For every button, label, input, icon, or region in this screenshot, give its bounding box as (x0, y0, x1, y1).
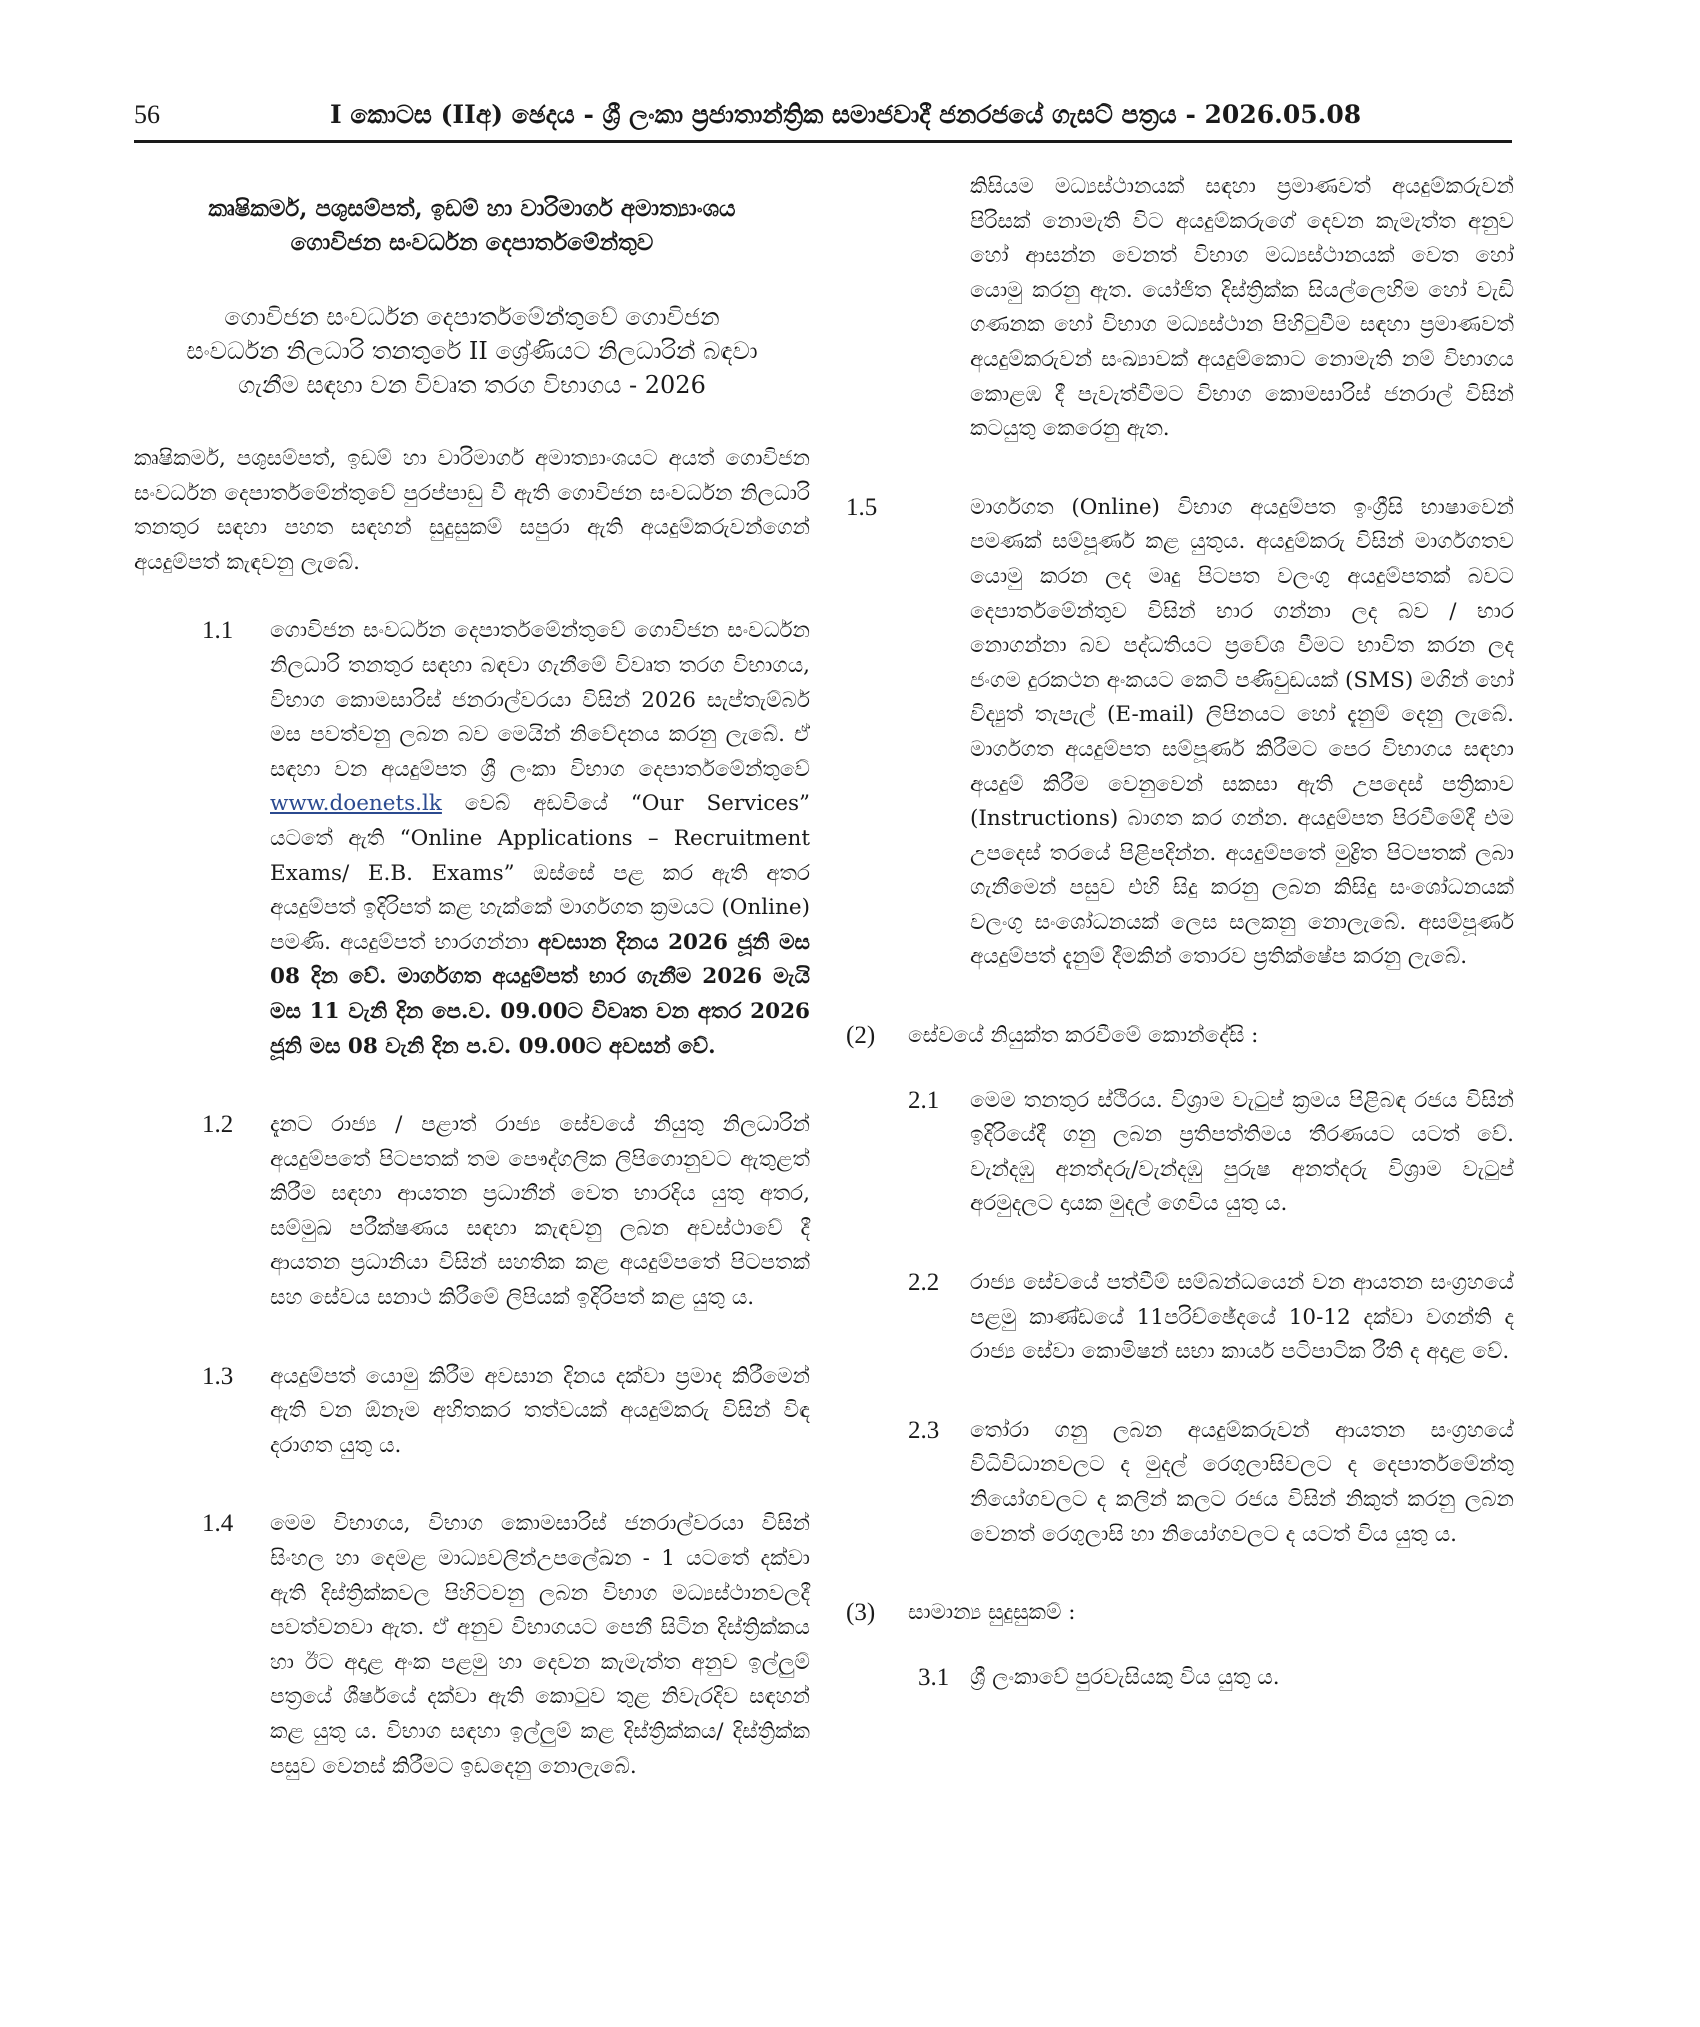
clause-text: මෙම තනතුර ස්ථිරය. විශ්‍රාම වැටුප් ක්‍රමය පිළිබඳ රජය විසින් ඉදිරියේදී ගනු ලබන ප්‍රතිපත්තිමය තීරණයට යටත් වේ. වැන්දඹු අනත්දරු/වැන්දඹු පුරුෂ අනත්දරු විශ්‍රාම වැටුප් අරමුදලට දායක මුදල් ගෙවිය යුතු ය. (970, 1087, 1514, 1217)
clause-number: 2.1 (908, 1086, 940, 1114)
clause-number: 2.2 (908, 1269, 940, 1297)
clause-text: දැනට රාජ්‍ය / පළාත් රාජ්‍ය සේවයේ නියුතු නිලධාරින් අයදුම්පතේ පිටපතක් තම පෞද්ගලික ලිපිගොනුවට ඇතුළත් කිරීම සඳහා ආයතන ප්‍රධානීන් වෙත භාරදිය යුතු අතර, සම්මුඛ පරීක්ෂණය සඳහා කැඳවනු ලබන අවස්ථාවේ දී ආයතන ප්‍රධානියා විසින් සහතික කළ අයදුම්පතේ පිටපතක් සහ සේවය සනාථ කිරීමේ ලිපියක් ඉදිරිපත් කළ යුතු ය. (270, 1112, 810, 1311)
section-number: (3) (846, 1599, 876, 1627)
clause-2-2 (908, 1266, 1514, 1370)
clause-text: රාජ්‍ය සේවයේ පත්වීම් සම්බන්ධයෙන් වන ආයතන සංග්‍රහයේ පළමු කාණ්ඩයේ 11පරිච්ඡේදයේ 10-12 දක්වා වගන්ති ද රාජ්‍ය සේවා කොමිෂන් සභා කාර්ය පටිපාටික රීති ද අදාළ වේ. (970, 1270, 1514, 1365)
clause-number: 1.5 (846, 493, 878, 521)
closing-date-notice: අවසාන දිනය 2026 ජූනි මස 08 දින වේ. මාර්ගගත අයදුම්පත් භාර ගැනීම 2026 මැයි මස 11 වැනි දින පෙ.ව. 09.00ට විවෘත වන අතර 2026 ජූනි මස 08 වැනි දින ප.ව. 09.00ට අවසන් වේ. (270, 929, 810, 1059)
left-column (134, 180, 810, 1784)
exam-title-line: සංවර්ධන නිලධාරි තනතුරේ II ශ්‍රේණියට නිලධාරින් බඳවා (186, 337, 758, 365)
section-number: (2) (846, 1022, 876, 1050)
right-column (846, 170, 1514, 1695)
header-divider (134, 140, 1512, 143)
clause-text: මෙම විභාගය, විභාග කොමසාරිස් ජනරාල්වරයා විසින් සිංහල හා දෙමළ මාධ්‍යවලින්උපලේඛන - 1 යටතේ දක්වා ඇති දිස්ත්‍රික්කවල පිහිටවනු ලබන විභාග මධ්‍යස්ථානවලදී පවත්වනවා ඇත. ඒ අනුව විභාගයට පෙනී සිටින දිස්ත්‍රික්කය හා ඊට අදාළ අංක පළමු හා දෙවන කැමැත්ත අනුව ඉල්ලුම් පත්‍රයේ ශීර්ෂයේ දක්වා ඇති කොටුව තුළ නිවැරදිව සඳහන් කළ යුතු ය. විභාග සඳහා ඉල්ලුම් කළ දිස්ත්‍රික්කය/ දිස්ත්‍රික්ක පසුව වෙනස් කිරීමට ඉඩදෙනු නොලැබේ. (270, 1511, 810, 1779)
ministry-name: කෘෂිකර්ම, පශුසම්පත්, ඉඩම් හා වාරිමාර්ග අමාත්‍යාංශය (208, 195, 736, 222)
gazette-header-title: I කොටස (IIඅ) ඡෙදය - ශ්‍රී ලංකා ප්‍රජාතාන්ත්‍රික සමාජවාදී ජනරජයේ ගැසට් පත්‍රය - 2026.05.08 (330, 100, 1362, 129)
clause-3-1 (918, 1661, 1514, 1696)
clause-number: 1.4 (202, 1510, 234, 1538)
clause-text-part: වෙබ් අඩවියේ “Our Services” යටතේ ඇති “Online Applications – Recruitment Exams/ E.B. Exams” ඔස්සේ පළ කර ඇති අතර අයදුම්පත් ඉදිරිපත් කළ හැක්කේ මාර්ගගත ක්‍රමයට (Online) පමණි. අයදුම්පත් භාරගන්නා (270, 791, 810, 955)
clause-1-4 (134, 1507, 810, 1784)
clause-1-3 (134, 1360, 810, 1464)
page-number: 56 (134, 100, 160, 129)
clause-text: ශ්‍රී ලංකාවේ පුරවැසියකු විය යුතු ය. (970, 1664, 1280, 1690)
clause-number: 1.3 (202, 1362, 234, 1390)
clause-text: අයදුම්පත් යොමු කිරීම අවසාන දිනය දක්වා ප්‍රමාද කිරීමෙන් ඇති වන ඕනෑම අහිතකර තත්වයක් අයදුම්කරු විසින් විඳ දරාගත යුතු ය. (270, 1363, 810, 1458)
section-2-heading (846, 1019, 1514, 1054)
ministry-heading (134, 192, 810, 260)
section-3-heading (846, 1596, 1514, 1631)
doenets-link[interactable]: www.doenets.lk (270, 791, 442, 817)
clause-1-2 (134, 1108, 810, 1316)
exam-title-line: ගොවිජන සංවර්ධන දෙපාර්තමේන්තුවේ ගොවිජන (224, 303, 720, 331)
clause-1-1 (134, 614, 810, 1064)
clause-number: 3.1 (918, 1663, 950, 1691)
section-1-items (134, 614, 810, 1784)
exam-title-line: ගැනීම සඳහා වන විවෘත තරග විභාගය - 2026 (238, 371, 706, 399)
clause-text (270, 614, 810, 1064)
clause-number: 1.1 (202, 617, 234, 645)
clause-text: මාර්ගගත (Online) විභාග අයදුම්පත ඉංග්‍රීසි භාෂාවෙන් පමණක් සම්පූර්ණ කළ යුතුය. අයදුම්කරු විසින් මාර්ගගතව යොමු කරන ලද මෘදු පිටපත වලංගු අයදුම්පතක් බවට දෙපාර්තමේන්තුව විසින් භාර ගන්නා ලද බව / භාර නොගන්නා බව පද්ධතියට ප්‍රවේශ වීමට භාවිත කරන ලද ජංගම දුරකථන අංකයට කෙටි පණිවුඩයක් (SMS) මගින් හෝ විද්‍යුත් තැපැල් (E-mail) ලිපිනයට හෝ දැනුම් දෙනු ලැබේ. මාර්ගගත අයදුම්පත සම්පූර්ණ කිරීමට පෙර විභාගය සඳහා අයදුම් කිරීම වෙනුවෙන් සකසා ඇති උපදෙස් පත්‍රිකාව (Instructions) බාගත කර ගන්න. අයදුම්පත පිරවීමේදී එම උපදෙස් තරයේ පිළිපදින්න. අයදුම්පතේ මුද්‍රිත පිටපතක් ලබා ගැනීමෙන් පසුව එහි සිදු කරනු ලබන කිසිදු සංශෝධනයක් වලංගු සංශෝධනයක් ලෙස සලකනු නොලැබේ. අසම්පූර්ණ අයදුම්පත් දැනුම් දීමකින් තොරව ප්‍රතික්ෂේප කරනු ලැබේ. (970, 494, 1514, 970)
clause-text-part: ගොවිජන සංවර්ධන දෙපාර්තමේන්තුවේ ගොවිජන සංවර්ධන නිලධාරි තනතුර සඳහා බඳවා ගැනීමේ විවෘත තරග විභාගය, විභාග කොමසාරිස් ජනරාල්වරයා විසින් 2026 සැප්තැම්බර් මස පවත්වනු ලබන බව මෙයින් නිවේදනය කරනු ලැබේ. ඒ සඳහා වන අයදුම්පත ශ්‍රී ලංකා විභාග දෙපාර්තමේන්තුවේ (270, 618, 810, 782)
clause-2-1 (908, 1084, 1514, 1222)
clause-1-5 (846, 491, 1514, 975)
clause-2-3 (908, 1414, 1514, 1552)
clause-number: 2.3 (908, 1416, 940, 1444)
clause-number: 1.2 (202, 1111, 234, 1139)
clause-text: තෝරා ගනු ලබන අයදුම්කරුවන් ආයතන සංග්‍රහයේ විධිවිධානවලට ද මුදල් රෙගුලාසිවලට ද දෙපාර්තමේන්තු නියෝගවලට ද කලින් කලට රජය විසින් නිකුත් කරනු ලබන වෙනත් රෙගුලාසි හා නියෝගවලට ද යටත් විය යුතු ය. (970, 1417, 1514, 1547)
department-name: ගොවිජන සංවර්ධන දෙපාර්තමේන්තුව (290, 229, 654, 256)
section-title: සාමාන්‍ය සුදුසුකම් : (908, 1600, 1076, 1626)
exam-title (134, 300, 810, 402)
section-title: සේවයේ නියුක්ත කරවීමේ කොන්දේසි : (908, 1023, 1259, 1049)
intro-paragraph: කෘෂිකර්ම, පශුසම්පත්, ඉඩම් හා වාරිමාර්ග අමාත්‍යාංශයට අයත් ගොවිජන සංවර්ධන දෙපාර්තමේන්තුවේ පුරප්පාඩු වී ඇති ගොවිජන සංවර්ධන නිලධාරි තනතුර සඳහා පහත සඳහන් සුදුසුකම් සපුරා ඇති අයදුම්කරුවන්ගෙන් අයදුම්පත් කැඳවනු ලැබේ. (134, 446, 810, 575)
clause-1-4-continued: කිසියම මධ්‍යස්ථානයක් සඳහා ප්‍රමාණවත් අයදුම්කරුවන් පිරිසක් නොමැති විට අයදුම්කරුගේ දෙවන කැමැත්ත අනුව හෝ ආසන්න වෙනත් විභාග මධ්‍යස්ථානයක් වෙත හෝ යොමු කරනු ඇත. යෝජිත දිස්ත්‍රික්ක සියල්ලෙහිම හෝ වැඩි ගණනක හෝ විභාග මධ්‍යස්ථාන පිහිටුවීම සඳහා ප්‍රමාණවත් අයදුම්කරුවන් සංඛ්‍යාවක් අයදුම්කොට නොමැති නම් විභාගය කොළඹ දී පැවැත්වීමට විභාග කොමසාරිස් ජනරාල් විසින් කටයුතු කෙරෙනු ඇත. (970, 174, 1514, 442)
